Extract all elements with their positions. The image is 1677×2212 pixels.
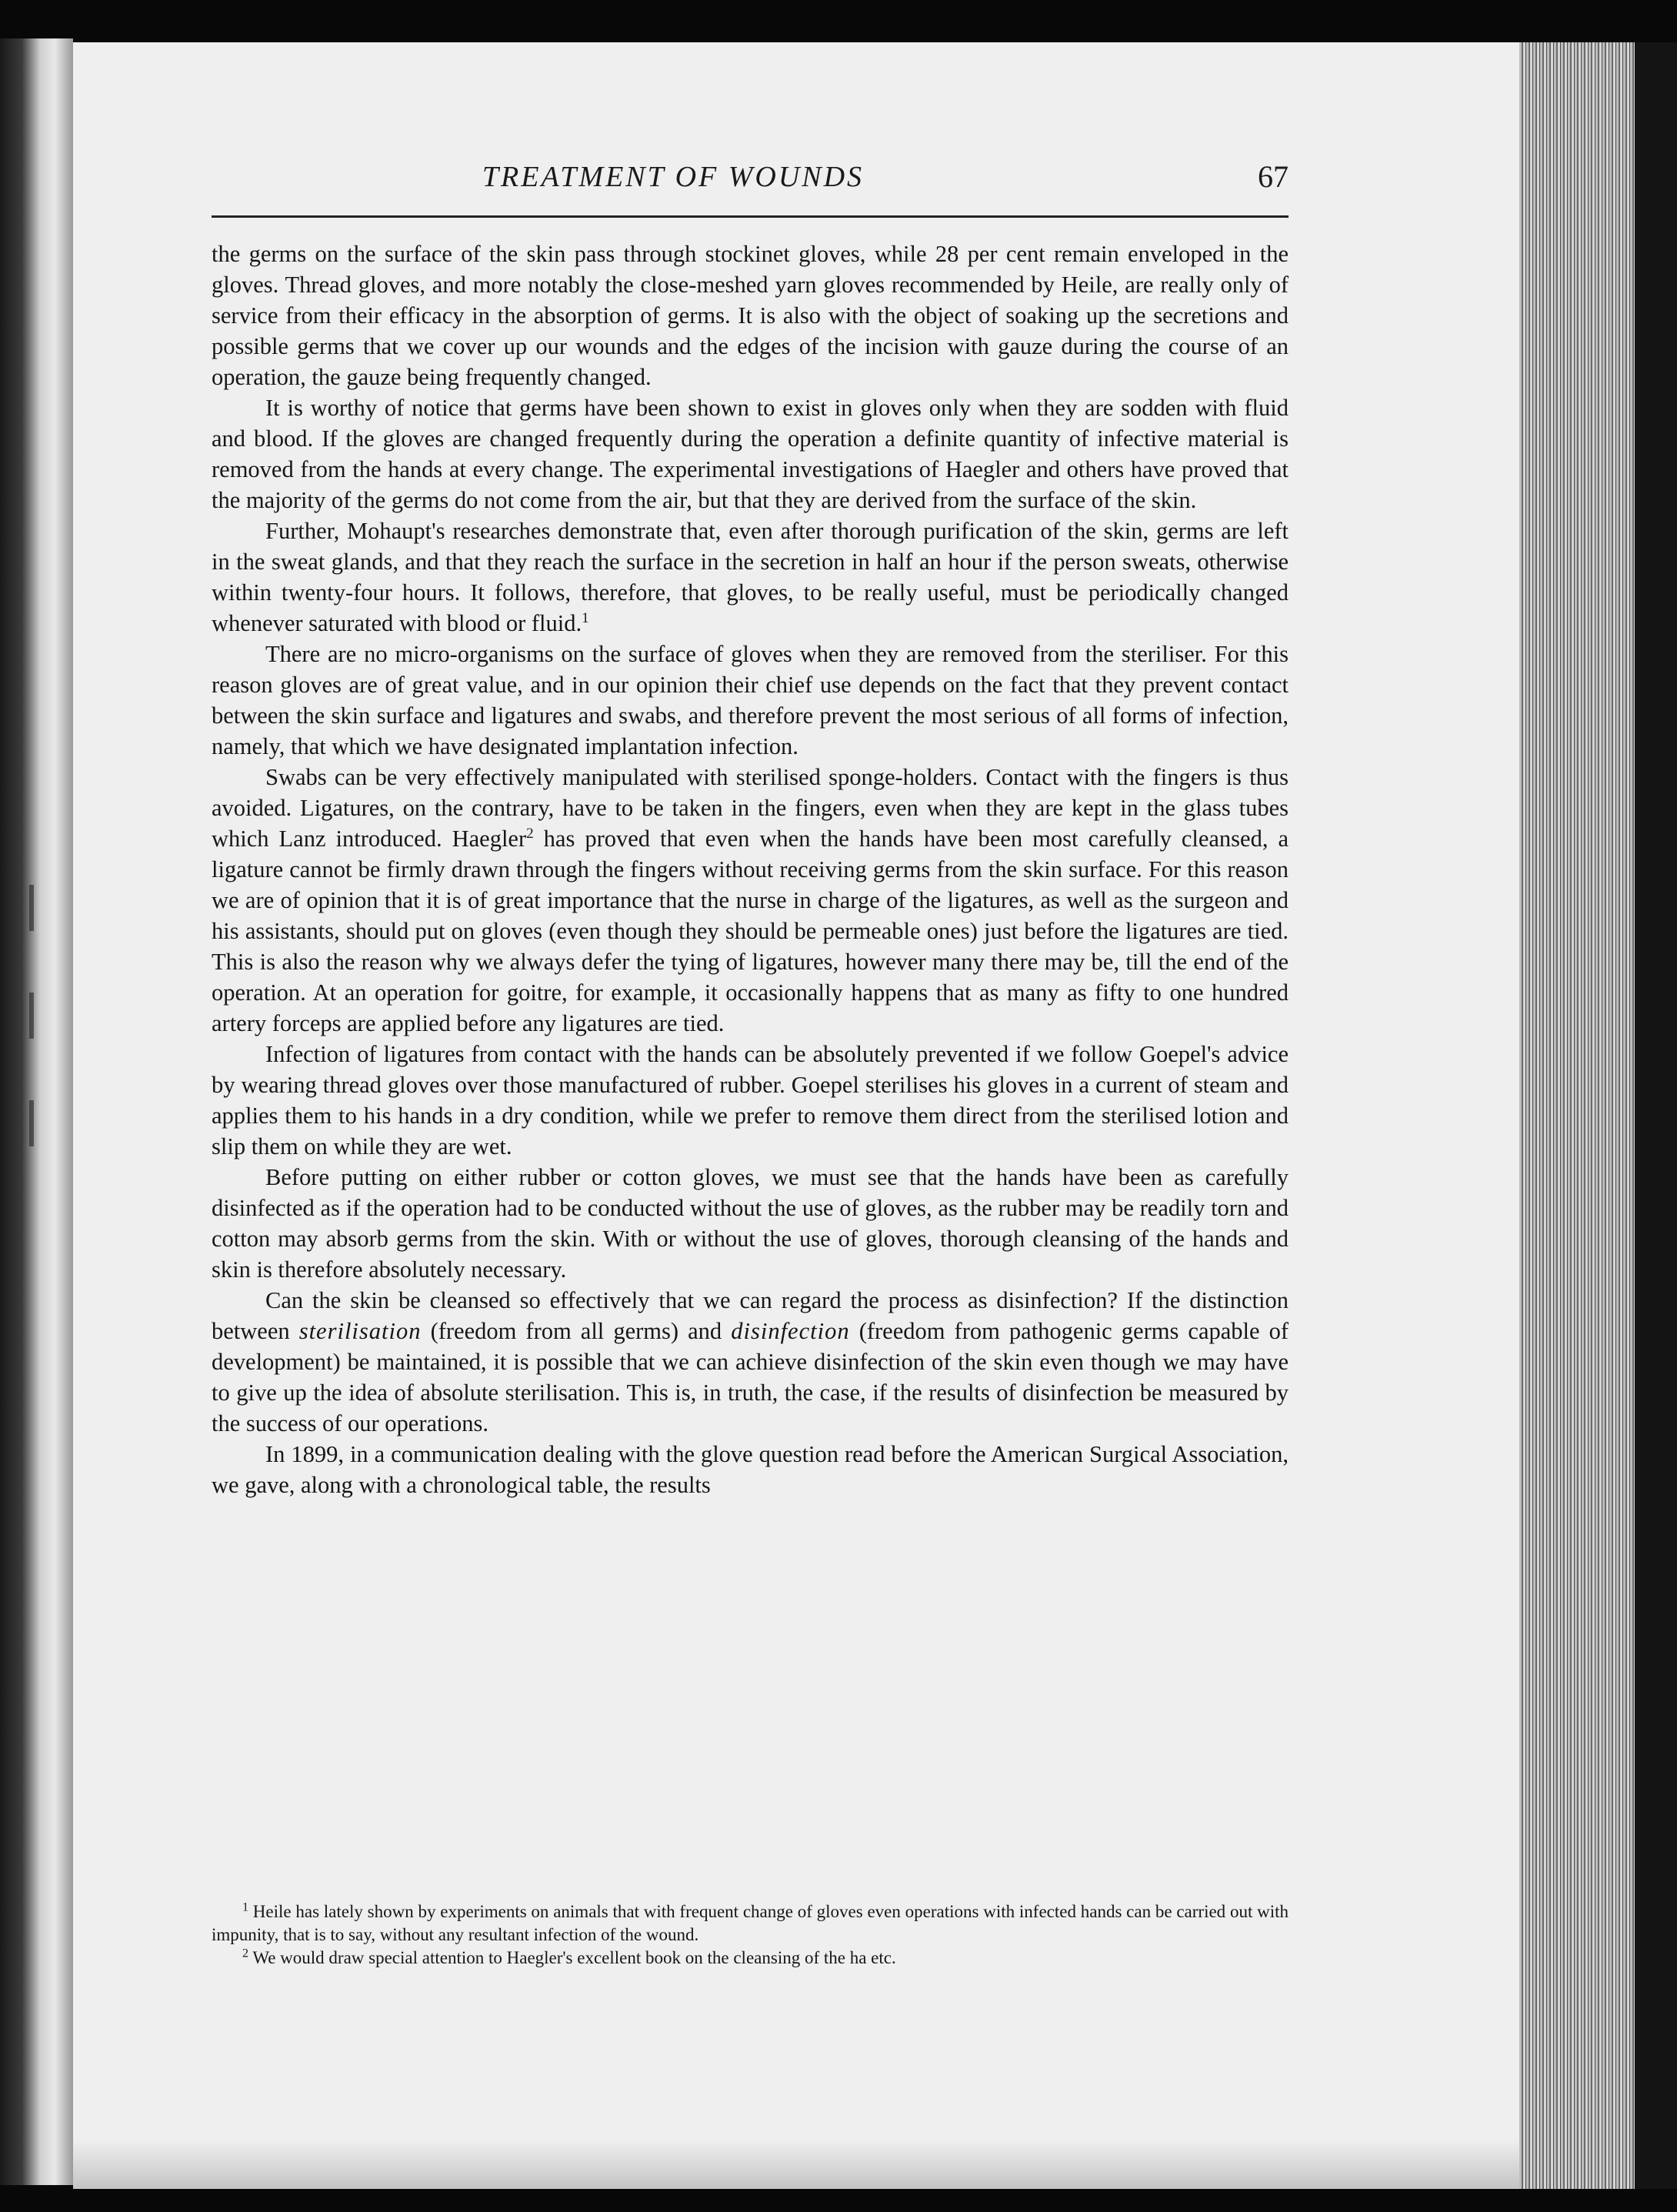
paragraph: [212, 1162, 1289, 1285]
paragraph-text: Can the skin be cleansed so effectively that we can regard the process as disinfection? If the distinction between: [212, 1287, 1289, 1344]
page-stack-edge: [1519, 42, 1635, 2189]
italic-term: sterilisation: [298, 1318, 422, 1344]
paragraph-text: It is worthy of notice that germs have been shown to exist in gloves only when they are sodden with fluid and blood. If the gloves are changed frequently during the operation a definite quantity of infective material is removed from the hands at every change. The experimental investigations of Haegler and others have proved that the majority of the germs do not come from the air, but that they are derived from the surface of the skin.: [212, 395, 1289, 513]
running-head: [212, 160, 1289, 214]
footnote-ref: 2: [526, 825, 534, 842]
header-rule: [212, 215, 1289, 218]
paragraph: [212, 762, 1289, 1039]
paragraph-text: (freedom from pathogenic germs capable of development) be maintained, it is possible that we can achieve disinfection of the skin even though we may have to give up the idea of absolute sterilisation. This is, in truth, the case, if the results of disinfection be measured by the success of our operations.: [212, 1318, 1289, 1436]
paragraph: [212, 392, 1289, 515]
paragraph: [212, 515, 1289, 639]
paragraph-text: Before putting on either rubber or cotton gloves, we must see that the hands have been as carefully disinfected as if the operation had to be conducted without the use of gloves, as the rubber may be readily torn and cotton may absorb germs from the skin. With or without the use of gloves, thorough cleansing of the hands and skin is therefore absolutely necessary.: [212, 1164, 1289, 1283]
paragraph-text: Infection of ligatures from contact with the hands can be absolutely prevented if we follow Goepel's advice by wearing thread gloves over those manufactured of rubber. Goepel sterilises his gloves in a current of steam and applies them to his hands in a dry condition, while we prefer to remove them direct from the sterilised lotion and slip them on while they are wet.: [212, 1041, 1289, 1159]
page-stack-shadow: [1635, 42, 1677, 2189]
paragraph: [212, 1039, 1289, 1162]
page-edge-marks: [29, 885, 34, 1208]
footnote-mark: 2: [242, 1947, 248, 1960]
paragraph: [212, 239, 1289, 392]
footnote: [212, 1947, 1289, 1970]
paragraph-text: In 1899, in a communication dealing with the glove question read before the American Surgical Association, we gave, along with a chronological table, the results: [212, 1441, 1289, 1498]
running-title: TREATMENT OF WOUNDS: [482, 161, 865, 193]
paragraph: [212, 639, 1289, 762]
footnote-mark: 1: [242, 1900, 248, 1914]
footnote-text: We would draw special attention to Haegler's excellent book on the cleansing of the ha etc.: [252, 1948, 896, 1967]
footnotes: [212, 1900, 1289, 1970]
paragraph: [212, 1285, 1289, 1439]
footnote-ref: 1: [582, 609, 589, 626]
previous-page-edge: [0, 38, 73, 2185]
footnote-text: Heile has lately shown by experiments on animals that with frequent change of gloves even operations with infected hands can be carried out with impunity, that is to say, without any resultant infection of the wound.: [212, 1902, 1289, 1944]
paragraph-text: has proved that even when the hands have been most carefully cleansed, a ligature cannot be firmly drawn through the fingers without receiving germs from the skin surface. For this reason we are of opinion that it is of great importance that the nurse in charge of the ligatures, as well as the surgeon and his assistants, should put on gloves (even though they should be permeable ones) just before the ligatures are tied. This is also the reason why we always defer the tying of ligatures, however many there may be, till the end of the operation. At an operation for goitre, for example, it occasionally happens that as many as fifty to one hundred artery forceps are applied before any ligatures are tied.: [212, 826, 1289, 1036]
body-text: [212, 239, 1289, 1500]
paragraph-text: Swabs can be very effectively manipulated with sterilised sponge-holders. Contact with the fingers is thus avoided. Ligatures, on the contrary, have to be taken in the fingers, even when they are kept in the glass tubes which Lanz introduced. Haegler: [212, 764, 1289, 852]
footnote: [212, 1900, 1289, 1947]
page-number: 67: [1258, 159, 1289, 194]
paragraph-text: There are no micro-organisms on the surface of gloves when they are removed from the steriliser. For this reason gloves are of great value, and in our opinion their chief use depends on the fact that they prevent contact between the skin surface and ligatures and swabs, and therefore prevent the most serious of all forms of infection, namely, that which we have designated implantation infection.: [212, 641, 1289, 759]
paragraph-text: the germs on the surface of the skin pass through stockinet gloves, while 28 per cent remain enveloped in the gloves. Thread gloves, and more notably the close-meshed yarn gloves recommended by Heile, are really only of service from their efficacy in the absorption of germs. It is also with the object of soaking up the secretions and possible germs that we cover up our wounds and the edges of the incision with gauze during the course of an operation, the gauze being frequently changed.: [212, 241, 1289, 390]
italic-term: disinfection: [731, 1318, 850, 1344]
paragraph: [212, 1439, 1289, 1500]
paragraph-text: Further, Mohaupt's researches demonstrate that, even after thorough purification of the skin, germs are left in the sweat glands, and that they reach the surface in the secretion in half an hour if the person sweats, otherwise within twenty-four hours. It follows, therefore, that gloves, to be really useful, must be periodically changed whenever saturated with blood or fluid.: [212, 518, 1289, 636]
page-bottom-shadow: [73, 2139, 1519, 2189]
paragraph-text: (freedom from all germs) and: [430, 1318, 722, 1344]
